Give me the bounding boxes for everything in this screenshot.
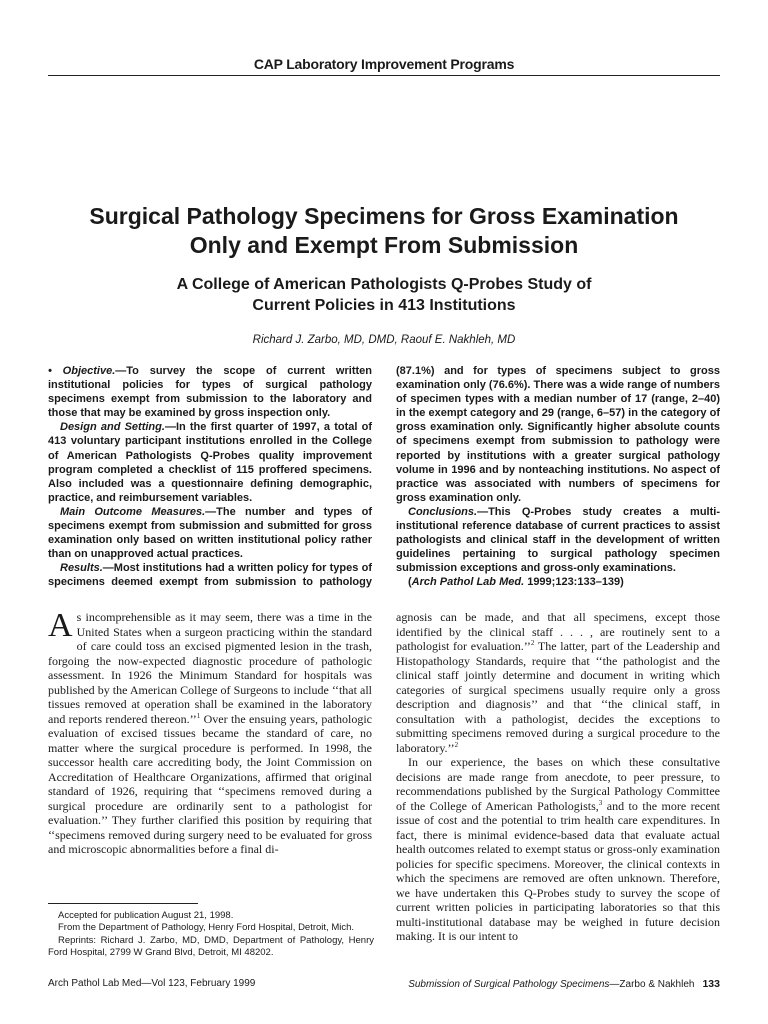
ref-2b: 2 <box>454 740 459 749</box>
experience-text: In our experience, the bases on which these consultative decisions are made range from anecdote, to peer pressure, to recommendations published by the Surgical Pathology Committee of the College of American Pathologists, <box>396 755 720 813</box>
body-right-column <box>396 610 720 944</box>
footer-running-title <box>408 978 720 990</box>
footnote-rule <box>48 903 198 904</box>
objective-heading: • Objective. <box>48 365 116 377</box>
page-number: 133 <box>702 978 720 990</box>
measures-heading: Main Outcome Measures. <box>60 505 206 518</box>
intro-paragraph <box>48 607 373 857</box>
title-line-2: Only and Exempt From Submission <box>189 232 579 258</box>
footer-authors: —Zarbo & Nakhleh <box>609 979 695 990</box>
title-line-1: Surgical Pathology Specimens for Gross Examination <box>89 203 679 229</box>
abstract-measures <box>48 505 372 561</box>
citation-journal: Arch Pathol Lab Med. <box>411 576 525 589</box>
intro-text: s incomprehensible as it may seem, there was a time in the United States when a surgeon practicing within the standard of care could toss an excised pigmented lesion in the trash, forgoing the now-expected diagnostic procedure of pathologic assessment. In 1926 the Minimum Standard for hospitals was published by the American College of Surgeons to include ‘‘that all tissues removed at operation shall be examined in the laboratory and reports rendered thereon.’’ <box>48 610 372 726</box>
abstract-objective <box>48 364 372 420</box>
experience-paragraph <box>396 755 720 944</box>
footnote-reprints: Reprints: Richard J. Zarbo, MD, DMD, Department of Pathology, Henry Ford Hospital, 2799 W Grand Blvd, Detroit, MI 48202. <box>48 934 374 958</box>
ref-2a: 2 <box>530 639 535 647</box>
results-text: —Most institutions had a written policy for types of specimens deemed exempt from submission to pathology <box>48 562 372 589</box>
header-rule <box>48 75 720 76</box>
ref-3: 3 <box>598 798 603 807</box>
drop-cap: A <box>48 607 73 644</box>
abstract-results <box>48 561 372 589</box>
running-head: CAP Laboratory Improvement Programs <box>253 56 515 72</box>
footer-journal: Arch Pathol Lab Med—Vol 123, February 1999 <box>48 978 256 989</box>
results-text-clone: (87.1%) and for types of specimens subject to gross examination only (76.6%). There was a wide range of numbers of specimen types with a median number of 17 (range, 2–40) in the exempt category and 29 (range, 6–57) in the category of gross examination only. Significantly higher absolute counts of specimens exempt from submission to pathology were reported by institutions with a greater surgical pathology volume in 1996 and by nonteaching institutions. No aspect of practice was associated with numbers of specimens for gross examination only. <box>396 365 720 504</box>
conclusions-text: —This Q-Probes study creates a multi-institutional reference database of current practices to assist pathologists and clinical staff in the development of written guidelines pertaining to surgical pathology specimen submission exceptions and gross-only examinations. <box>396 506 720 575</box>
conclusions-heading: Conclusions. <box>408 506 478 518</box>
measures-text: —The number and types of specimens exempt from submission and submitted for gross examination only based on written institutional policy rather than on unapproved actual practices. <box>48 505 372 561</box>
article-subtitle <box>120 274 648 316</box>
footnotes <box>48 910 374 959</box>
jcaho-text-cont: The latter, part of the Leadership and Histopathology Standards, require that ‘‘the pathologist and the clinical staff jointly determine and document in writing which categories of surgical specimens usually require only a gross description and diagnosis’’ and that ‘‘the clinical staff, in consultation with a pathologist, decides the exceptions to submitting specimens removed during a surgical procedure to the laboratory.’’ <box>396 639 720 755</box>
design-text: —In the first quarter of 1997, a total of 413 voluntary participant institutions enrolled in the College of American Pathologists Q-Probes quality improvement program completed a checklist of 115 proffered specimens. Also included was a questionnaire defining demographic, practice, and reimbursement variables. <box>48 421 372 504</box>
abstract-design <box>48 420 372 505</box>
experience-text-cont: and to the more recent issue of cost and the potential to trim health care expenditures. In fact, there is minimal evidence-based data that evaluate actual health outcomes related to exempt status or gross-only examination policies for specific specimens. Moreover, the clinical contexts in which the specimens are removed are often unknown. Therefore, we have undertaken this Q-Probes study to survey the scope of current written policies in participating laboratories so that this multi-institutional database may be weighed in future decision making. It is our intent to <box>396 798 720 943</box>
subtitle-line-1: A College of American Pathologists Q-Probes Study of <box>176 276 592 293</box>
abstract-left-column <box>48 364 372 590</box>
abstract-citation: (Arch Pathol Lab Med. 1999;123:133–139) <box>408 576 624 589</box>
footnote-affiliation: From the Department of Pathology, Henry Ford Hospital, Detroit, Mich. <box>58 922 355 934</box>
footer-title: Submission of Surgical Pathology Specimens <box>408 979 610 990</box>
footnote-accepted: Accepted for publication August 21, 1998. <box>58 910 234 921</box>
citation-details: 1999;123:133–139) <box>524 576 624 589</box>
intro-text-cont: Over the ensuing years, pathologic evaluation of excised tissues became the standard of care, no matter where the surgical procedure is performed. In 1998, the successor health care accrediting body, the Joint Commission on Accreditation of Healthcare Organizations, affirmed that original standard of 1926, requiring that ‘‘specimens removed during a surgical procedure are ordinarily sent to a pathologist for evaluation.’’ They further clarified this position by requiring that ‘‘specimens removed during surgery need to be evaluated for gross and microscopic abnormalities before a final di- <box>48 711 373 856</box>
jcaho-paragraph <box>396 610 720 755</box>
jcaho-text: agnosis can be made, and that all specimens, except those identified by the clinical staff . . . , are routinely sent to a pathologist for evaluation.’’ <box>396 610 720 653</box>
abstract-conclusions <box>396 505 720 575</box>
abstract-right-column <box>396 364 720 590</box>
author-list: Richard J. Zarbo, MD, DMD, Raouf E. Nakhleh, MD <box>252 334 516 346</box>
article-title <box>48 202 720 260</box>
subtitle-line-2: Current Policies in 413 Institutions <box>252 297 516 314</box>
design-heading: Design and Setting. <box>60 421 165 434</box>
body-left-column <box>48 607 373 857</box>
results-heading: Results. <box>60 562 103 575</box>
objective-text: —To survey the scope of current written institutional policies for types of surgical pathology specimens exempt from submission to the laboratory and those that may be examined by gross inspection only. <box>48 365 372 420</box>
ref-1: 1 <box>196 711 201 720</box>
results-continuation <box>396 364 720 505</box>
